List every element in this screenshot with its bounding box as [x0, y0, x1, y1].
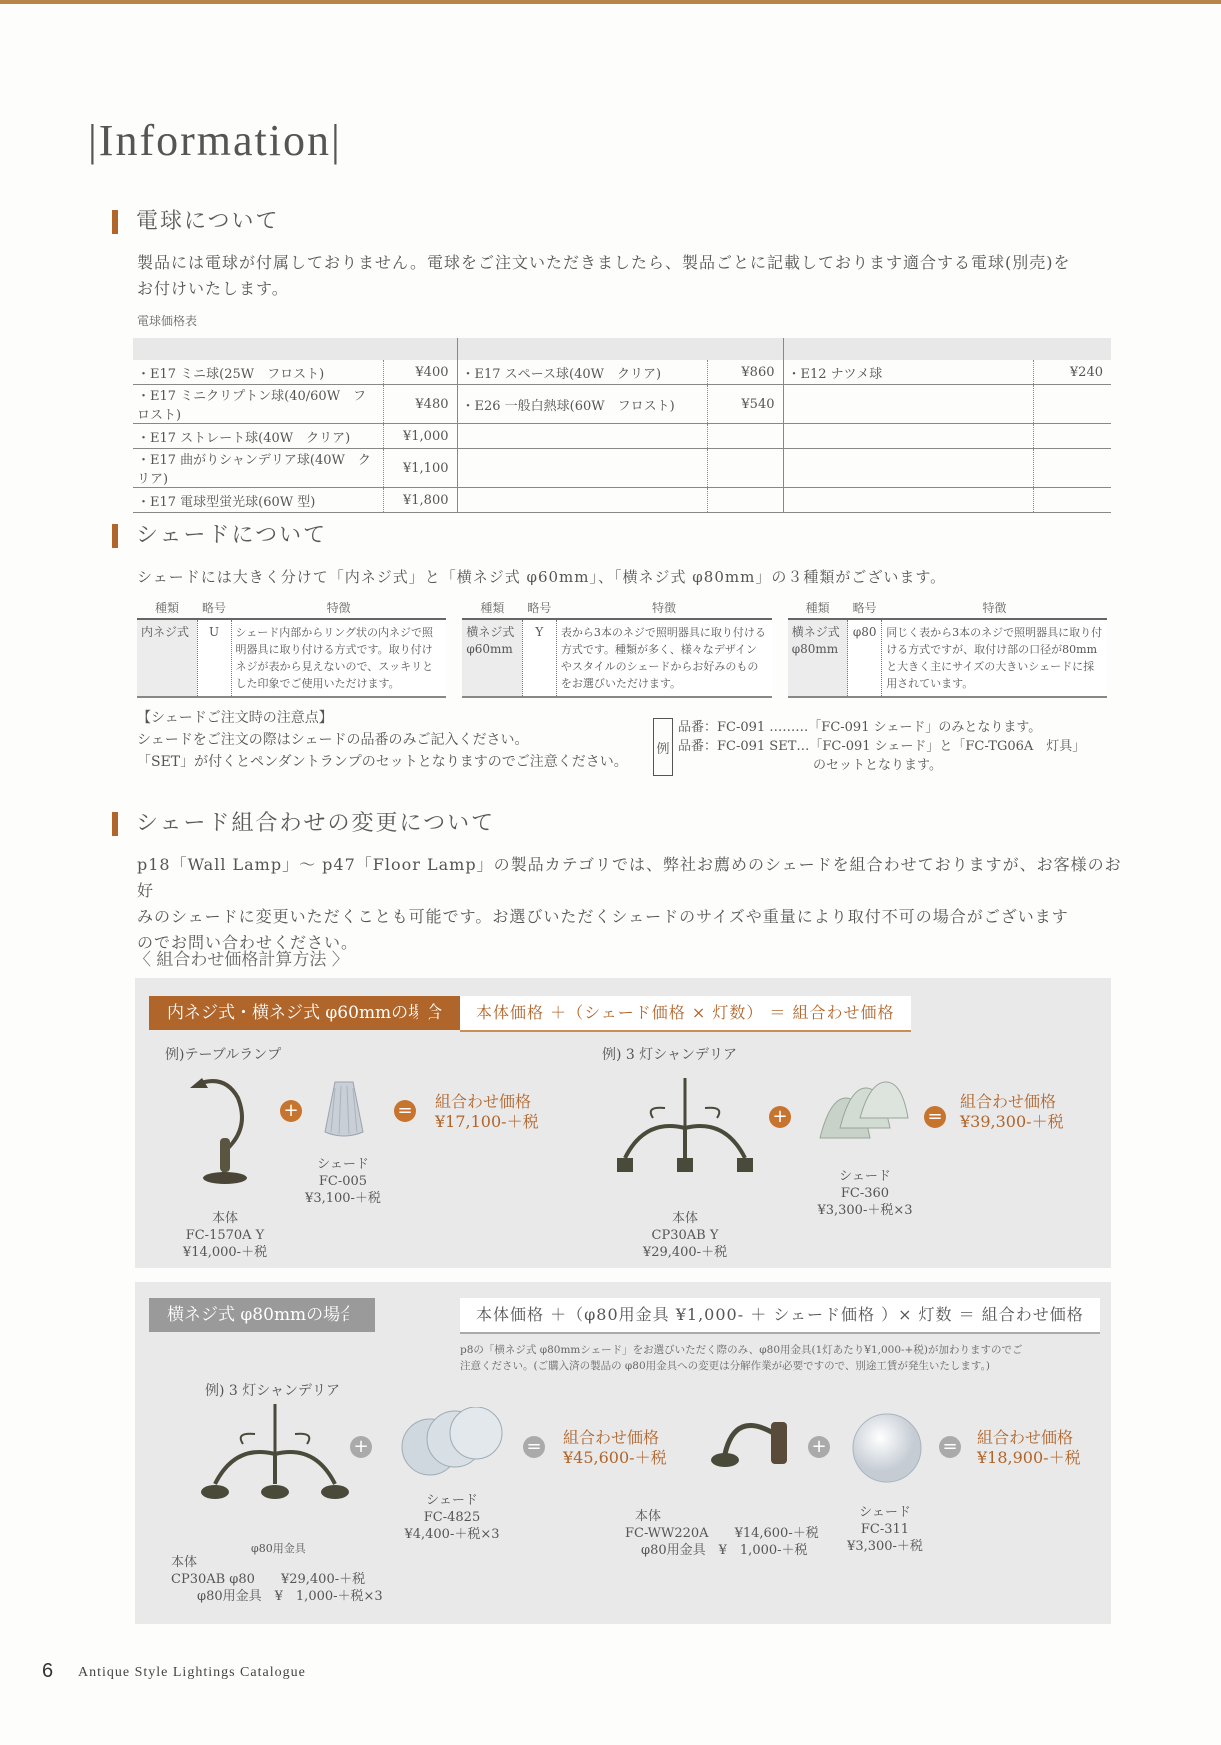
panel2-tag-arrow — [349, 1298, 365, 1332]
bulb-name-cell — [783, 424, 1033, 449]
panel2-a-body-code: CP30AB φ80 ¥29,400-＋税 — [171, 1572, 366, 1587]
shade-fc005-image — [321, 1078, 367, 1138]
panel1-a-body — [175, 1210, 275, 1261]
bulb-price-cell: ¥400 — [383, 360, 457, 385]
shade-type: 内ネジ式 — [137, 619, 197, 697]
shade-note-title: 【シェードご注文時の注意点】 — [137, 710, 333, 726]
shade-desc: 表から3本のネジで照明器具に取り付ける方式です。種類が多く、様々なデザインやスタイルのシェードからお好みのものをお選びいただけます。 — [556, 619, 771, 697]
shade-intro: シェードには大きく分けて「内ネジ式」と「横ネジ式 φ60mm」、「横ネジ式 φ80mm」の３種類がございます。 — [137, 568, 947, 586]
panel2-b-body-label: 本体 — [635, 1509, 662, 1524]
col-type: 種類 — [462, 596, 522, 619]
panel1-b-body-label: 本体 — [671, 1211, 698, 1226]
bulb-name-cell: ・E17 曲がりシャンデリア球(40W クリア) — [133, 449, 383, 488]
plus-icon: + — [769, 1106, 791, 1128]
col-feature: 特徴 — [556, 596, 771, 619]
bulb-row — [133, 488, 1111, 513]
shade-fc4825-image — [400, 1407, 505, 1482]
panel1-tag: 内ネジ式・横ネジ式 φ60mmの場合 — [149, 996, 460, 1030]
bulb-row — [133, 449, 1111, 488]
combo-text — [137, 852, 1127, 956]
equals-icon: = — [924, 1106, 946, 1128]
shade-desc: 同じく表から3本のネジで照明器具に取り付ける方式ですが、取付け部の口径が80mmと大きく主にサイズの大きいシェードに採用されています。 — [882, 619, 1107, 697]
bulb-name-cell: ・E17 スペース球(40W クリア) — [457, 360, 707, 385]
panel1-b-shade-code: FC-360 — [840, 1186, 890, 1201]
bulb-price-cell — [1033, 488, 1111, 513]
bulb-name-cell — [457, 424, 707, 449]
bulb-price-cell: ¥1,000 — [383, 424, 457, 449]
bulb-price-cell — [1033, 385, 1111, 424]
panel2-a-shade-price: ¥4,400-＋税×3 — [404, 1527, 500, 1542]
bulb-name-cell — [783, 449, 1033, 488]
shade-type: 横ネジ式 φ60mm — [462, 619, 522, 697]
bulb-price-cell: ¥480 — [383, 385, 457, 424]
panel2-b-body — [625, 1508, 819, 1559]
panel1-formula: 本体価格 ＋（シェード価格 × 灯数） ＝ 組合わせ価格 — [460, 996, 911, 1032]
wall-lamp-fc-ww220a-image — [685, 1414, 795, 1494]
bulb-name-cell: ・E17 ストレート球(40W クリア) — [133, 424, 383, 449]
top-accent-bar — [0, 0, 1221, 4]
col-code: 略号 — [848, 596, 882, 619]
bulb-table-caption: 電球価格表 — [137, 314, 198, 328]
bulb-heading: 電球について — [112, 210, 280, 234]
panel1-b-shade-label: シェード — [839, 1169, 891, 1184]
panel2-b-result — [977, 1428, 1081, 1468]
equals-icon: = — [394, 1100, 416, 1122]
panel1-a-result — [435, 1092, 539, 1132]
equals-icon: = — [523, 1436, 545, 1458]
shade-type-table — [462, 596, 771, 698]
combo-method: 〈 組合わせ価格計算方法 〉 — [134, 950, 349, 970]
panel1-b-body — [635, 1210, 735, 1261]
shade-types — [137, 596, 1107, 698]
panel1-a-result-price: ¥17,100-＋税 — [435, 1112, 539, 1131]
panel2-b-shade-price: ¥3,300-＋税 — [847, 1539, 923, 1554]
panel2-b-body-code: FC-WW220A ¥14,600-＋税 — [625, 1526, 819, 1541]
bulb-price-cell: ¥240 — [1033, 360, 1111, 385]
col-code: 略号 — [522, 596, 556, 619]
panel2-note-line1: p8の「横ネジ式 φ80mmシェード」をお選びいただく際のみ、φ80用金具(1灯あたり¥1,000-+税)が加わりますのでご — [460, 1344, 1023, 1356]
bulb-name-cell — [783, 385, 1033, 424]
panel2-a-shade-code: FC-4825 — [423, 1510, 481, 1525]
panel1-a-shade-label: シェード — [317, 1157, 369, 1172]
panel1-example-a: 例)テーブルランプ — [165, 1047, 282, 1063]
bulb-name-cell: ・E26 一般白熱球(60W フロスト) — [457, 385, 707, 424]
panel2-b-shade-code: FC-311 — [860, 1522, 910, 1537]
panel2-a-shade — [397, 1492, 507, 1543]
panel2-b-shade-label: シェード — [859, 1505, 911, 1520]
col-feature: 特徴 — [882, 596, 1107, 619]
bulb-price-table — [133, 338, 1111, 513]
bulb-row — [133, 385, 1111, 424]
col-type: 種類 — [788, 596, 848, 619]
fitting-label: φ80用金具 — [251, 1542, 306, 1555]
panel1-a-shade-price: ¥3,100-＋税 — [305, 1191, 381, 1206]
bulb-price-cell — [707, 424, 783, 449]
shade-code: φ80 — [848, 619, 882, 697]
bulb-table-body — [133, 360, 1111, 513]
bulb-price-cell: ¥860 — [707, 360, 783, 385]
combo-panel-60mm — [135, 978, 1111, 1268]
col-feature: 特徴 — [231, 596, 446, 619]
panel1-a-result-label: 組合わせ価格 — [435, 1092, 532, 1111]
panel2-a-result-price: ¥45,600-＋税 — [563, 1448, 667, 1467]
shade-type-table — [137, 596, 446, 698]
catalogue-name: Antique Style Lightings Catalogue — [78, 1665, 306, 1680]
panel2-a-shade-label: シェード — [426, 1493, 478, 1508]
bulb-table-header — [133, 338, 1111, 360]
bulb-price-cell: ¥1,100 — [383, 449, 457, 488]
bulb-price-cell — [707, 488, 783, 513]
combo-heading: シェード組合わせの変更について — [112, 812, 495, 836]
panel2-b-result-label: 組合わせ価格 — [977, 1428, 1074, 1447]
plus-icon: + — [350, 1436, 372, 1458]
combo-text-line3: のでお問い合わせください。 — [137, 933, 359, 952]
table-lamp-image — [180, 1070, 270, 1190]
shade-example-1: 品番：FC-091 ………「FC-091 シェード」のみとなります。 — [678, 720, 1042, 735]
bulb-price-cell — [1033, 449, 1111, 488]
example-mark: 例 — [653, 718, 673, 776]
bulb-text-line2: お付けいたします。 — [137, 279, 289, 298]
panel2-formula: 本体価格 ＋（φ80用金具 ¥1,000- ＋ シェード価格 ）× 灯数 ＝ 組合わせ価格 — [460, 1298, 1100, 1334]
shade-desc: シェード内部からリング状の内ネジで照明器具に取り付ける方式です。取り付けネジが表から見えないので、スッキリとした印象でご使用いただけます。 — [231, 619, 446, 697]
col-code: 略号 — [197, 596, 231, 619]
bulb-name-cell: ・E17 ミニクリプトン球(40/60W フロスト) — [133, 385, 383, 424]
bulb-price-cell: ¥1,800 — [383, 488, 457, 513]
panel2-example-a: 例) 3 灯シャンデリア — [205, 1383, 340, 1399]
panel1-b-result — [960, 1092, 1064, 1132]
bulb-row — [133, 424, 1111, 449]
panel1-b-shade-price: ¥3,300-＋税×3 — [817, 1203, 913, 1218]
equals-icon: = — [939, 1436, 961, 1458]
combo-text-line1: p18「Wall Lamp」～ p47「Floor Lamp」の製品カテゴリでは、弊社お薦めのシェードを組合わせておりますが、お客様のお好 — [137, 855, 1122, 900]
plus-icon: + — [808, 1436, 830, 1458]
panel1-b-body-code: CP30AB Y — [651, 1228, 719, 1243]
panel1-a-body-label: 本体 — [211, 1211, 238, 1226]
combo-panel-80mm — [135, 1282, 1111, 1624]
shade-example-2: 品番：FC-091 SET…「FC-091 シェード」と「FC-TG06A 灯具」 — [678, 739, 1086, 754]
bulb-text-line1: 製品には電球が付属しておりません。電球をご注文いただきましたら、製品ごとに記載しております適合する電球(別売)を — [137, 253, 1071, 272]
shade-fc311-image — [847, 1408, 927, 1488]
panel2-tag: 横ネジ式 φ80mmの場合 — [149, 1298, 375, 1332]
shade-type-table — [788, 596, 1107, 698]
panel2-b-shade — [835, 1504, 935, 1555]
shade-heading: シェードについて — [112, 524, 327, 548]
bulb-price-cell — [1033, 424, 1111, 449]
chandelier-cp30ab-y-image — [605, 1078, 765, 1198]
panel1-tag-arrow — [418, 996, 434, 1030]
panel1-b-body-price: ¥29,400-＋税 — [642, 1245, 728, 1260]
panel2-a-body-label: 本体 — [171, 1555, 198, 1570]
bulb-name-cell — [457, 488, 707, 513]
shade-note-2: 「SET」が付くとペンダントランプのセットとなりますのでご注意ください。 — [137, 754, 628, 770]
panel1-b-result-price: ¥39,300-＋税 — [960, 1112, 1064, 1131]
bulb-name-cell — [457, 449, 707, 488]
panel1-b-shade — [805, 1168, 925, 1219]
shade-type: 横ネジ式 φ80mm — [788, 619, 848, 697]
panel1-a-shade — [293, 1156, 393, 1207]
panel1-b-result-label: 組合わせ価格 — [960, 1092, 1057, 1111]
col-type: 種類 — [137, 596, 197, 619]
bulb-row — [133, 360, 1111, 385]
combo-text-line2: みのシェードに変更いただくことも可能です。お選びいただくシェードのサイズや重量により取付不可の場合がございます — [137, 907, 1069, 926]
panel2-b-body-fitting: φ80用金具 ¥ 1,000-＋税 — [641, 1543, 808, 1558]
bulb-price-cell: ¥540 — [707, 385, 783, 424]
panel2-note — [460, 1342, 1022, 1374]
bulb-name-cell: ・E17 電球型蛍光球(60W 型) — [133, 488, 383, 513]
shade-fc360-image — [810, 1078, 910, 1148]
shade-examples — [678, 718, 1085, 775]
chandelier-cp30ab-80-image — [195, 1404, 355, 1519]
shade-example-3: のセットとなります。 — [813, 758, 942, 773]
panel1-a-body-code: FC-1570A Y — [185, 1228, 265, 1243]
panel1-example-b: 例) 3 灯シャンデリア — [602, 1047, 737, 1063]
panel2-a-result — [563, 1428, 667, 1468]
plus-icon: + — [280, 1100, 302, 1122]
bulb-price-cell — [707, 449, 783, 488]
panel1-a-body-price: ¥14,000-＋税 — [182, 1245, 268, 1260]
bulb-name-cell: ・E12 ナツメ球 — [783, 360, 1033, 385]
page-title: |Information| — [88, 116, 342, 165]
shade-note-1: シェードをご注文の際はシェードの品番のみご記入ください。 — [137, 732, 529, 748]
panel2-a-result-label: 組合わせ価格 — [563, 1428, 660, 1447]
shade-code: Y — [522, 619, 556, 697]
panel2-note-line2: 注意ください。(ご購入済の製品の φ80用金具への変更は分解作業が必要ですので、別途工賃が発生いたします。) — [460, 1360, 990, 1372]
bulb-name-cell: ・E17 ミニ球(25W フロスト) — [133, 360, 383, 385]
panel2-a-body — [171, 1554, 383, 1605]
panel2-b-result-price: ¥18,900-＋税 — [977, 1448, 1081, 1467]
shade-notes — [137, 707, 628, 773]
panel1-a-shade-code: FC-005 — [318, 1174, 368, 1189]
shade-code: U — [197, 619, 231, 697]
bulb-text — [137, 250, 1117, 302]
bulb-name-cell — [783, 488, 1033, 513]
page-number: 6 — [42, 1660, 54, 1682]
panel2-a-body-fitting: φ80用金具 ¥ 1,000-＋税×3 — [197, 1589, 383, 1604]
